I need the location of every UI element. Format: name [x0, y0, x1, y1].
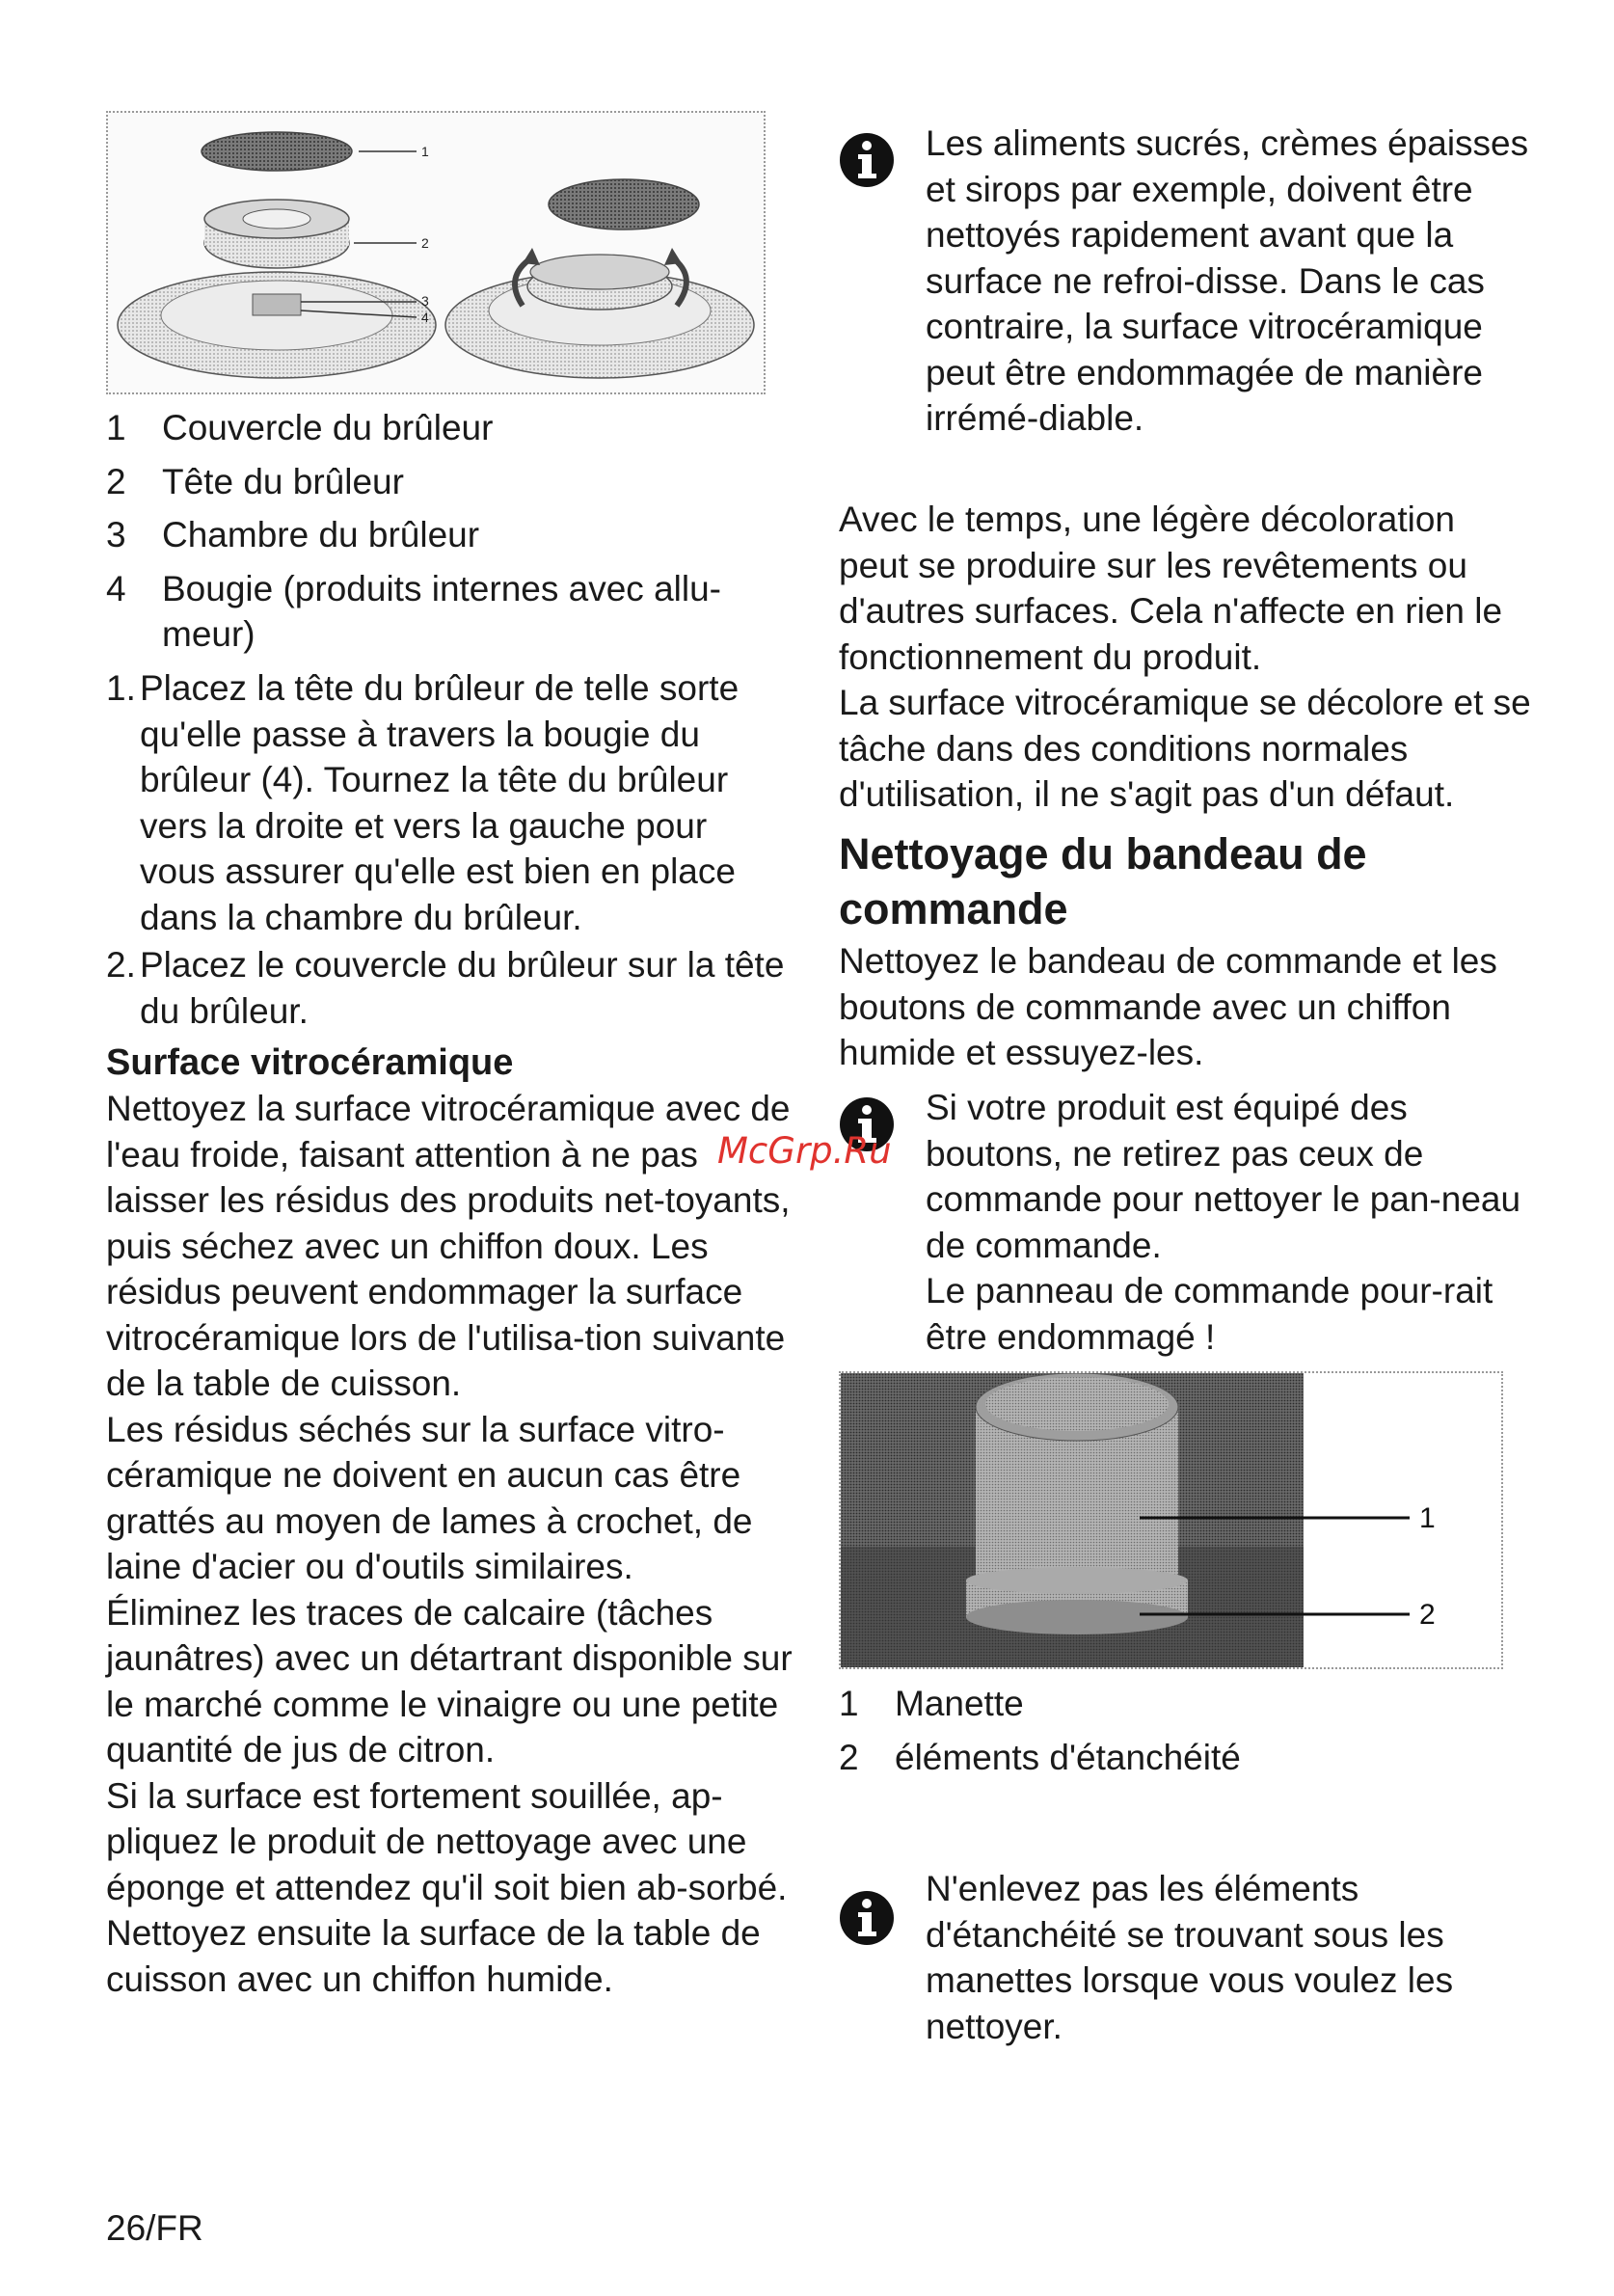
- legend-number: 1: [839, 1684, 859, 1723]
- surface-paragraph: Les résidus séchés sur la surface vitro-céramique ne doivent en aucun cas être grattés au moyen de lames à crochet, de laine d'acier ou d'outils similaires.: [106, 1409, 753, 1586]
- callout-2: 2: [421, 235, 429, 251]
- burner-cap-right: [549, 179, 699, 230]
- page-number: 26/FR: [106, 2208, 203, 2248]
- step-item: [106, 665, 791, 940]
- discoloration-text: [839, 497, 1533, 818]
- step-number: 1.: [106, 668, 136, 708]
- burner-steps: [106, 665, 791, 1034]
- legend-item: [106, 459, 800, 505]
- legend-text: Chambre du brûleur: [162, 515, 480, 554]
- info-text: Les aliments sucrés, crèmes épaisses et sirops par exemple, doivent être nettoyés rapidement avant que la surface ne refroi-disse. Dans le cas contraire, la surface vitrocéramique peut être endommagée de manière irrémé-diable.: [926, 123, 1529, 438]
- info-icon: [839, 132, 895, 188]
- burner-illustration: [108, 113, 764, 392]
- callout-4: 4: [421, 310, 429, 325]
- burner-legend: [106, 405, 800, 658]
- step-item: [106, 942, 791, 1034]
- legend-item: [839, 1735, 1533, 1781]
- legend-item: [106, 566, 800, 658]
- legend-text: Bougie (produits internes avec allu- meur): [162, 568, 721, 654]
- legend-number: 1: [106, 408, 126, 447]
- legend-number: 2: [839, 1737, 859, 1777]
- step-number: 2.: [106, 945, 136, 985]
- info-icon: [839, 1890, 895, 1946]
- callout-1: 1: [421, 144, 429, 159]
- watermark: McGrp.Ru: [717, 1130, 892, 1172]
- legend-text: Tête du brûleur: [162, 461, 404, 501]
- knob-legend: [839, 1681, 1533, 1780]
- burner-figure: [106, 111, 766, 394]
- legend-text: Manette: [895, 1684, 1024, 1723]
- legend-text: Couvercle du brûleur: [162, 408, 494, 447]
- callout-1: 1: [1419, 1502, 1436, 1534]
- section-paragraph: Nettoyez le bandeau de commande et les boutons de commande avec un chiffon humide et essuyez-les.: [839, 941, 1497, 1072]
- info-text: Si votre produit est équipé des boutons, ne retirez pas ceux de commande pour nettoyer le pan-neau de commande.: [926, 1088, 1521, 1265]
- knob-figure: [839, 1371, 1503, 1669]
- callout-3: 3: [421, 293, 429, 309]
- burner-cap-left: [202, 132, 352, 171]
- info-note: [839, 121, 1533, 442]
- info-text-block: [926, 1085, 1533, 1360]
- surface-heading: Surface vitrocéramique: [106, 1042, 514, 1083]
- legend-number: 4: [106, 568, 126, 608]
- info-text: N'enlevez pas les éléments d'étanchéité se trouvant sous les manettes lorsque vous voulez les nettoyer.: [926, 1869, 1454, 2046]
- callout-2: 2: [1419, 1599, 1436, 1631]
- info-text: Le panneau de commande pour-rait être endommagé !: [926, 1271, 1493, 1357]
- legend-number: 3: [106, 515, 126, 554]
- legend-number: 2: [106, 461, 126, 501]
- legend-item: [839, 1681, 1533, 1727]
- right-paragraph: La surface vitrocéramique se décolore et se tâche dans des conditions normales d'utilisation, il ne s'agit pas d'un défaut.: [839, 683, 1531, 814]
- surface-section: [106, 1040, 805, 2002]
- step-text: Placez le couvercle du brûleur sur la tête du brûleur.: [140, 945, 785, 1031]
- control-panel-section: [839, 826, 1533, 1076]
- section-heading: Nettoyage du bandeau de commande: [839, 829, 1367, 933]
- surface-paragraph: Éliminez les traces de calcaire (tâches jaunâtres) avec un détartrant disponible sur le marché comme le vinaigre ou une petite quantité de jus de citron.: [106, 1592, 793, 1769]
- legend-text: éléments d'étanchéité: [895, 1737, 1241, 1777]
- info-note: [839, 1085, 1533, 1360]
- knob-illustration: [841, 1373, 1501, 1667]
- info-note: [839, 1866, 1533, 2049]
- right-paragraph: Avec le temps, une légère décoloration peut se produire sur les revêtements ou d'autres surfaces. Cela n'affecte en rien le fonctionnement du produit.: [839, 500, 1503, 677]
- legend-item: [106, 512, 800, 558]
- legend-item: [106, 405, 800, 451]
- surface-paragraph: Si la surface est fortement souillée, ap-pliquez le produit de nettoyage avec une éponge et attendez qu'il soit bien ab-sorbé. Nettoyez ensuite la surface de la table de cuisson avec un chiffon humide.: [106, 1775, 788, 1999]
- surface-paragraph: Nettoyez la surface vitrocéramique avec de l'eau froide, faisant attention à ne pas laisser les résidus des produits net-toyants, puis séchez avec un chiffon doux. Les résidus peuvent endommager la surface vitrocéramique lors de l'utilisa-tion suivante de la table de cuisson.: [106, 1089, 791, 1403]
- step-text: Placez la tête du brûleur de telle sorte qu'elle passe à travers la bougie du brûleur (4). Tournez la tête du brûleur vers la droite et vers la gauche pour vous assurer qu'elle est bien en place dans la chambre du brûleur.: [140, 668, 740, 937]
